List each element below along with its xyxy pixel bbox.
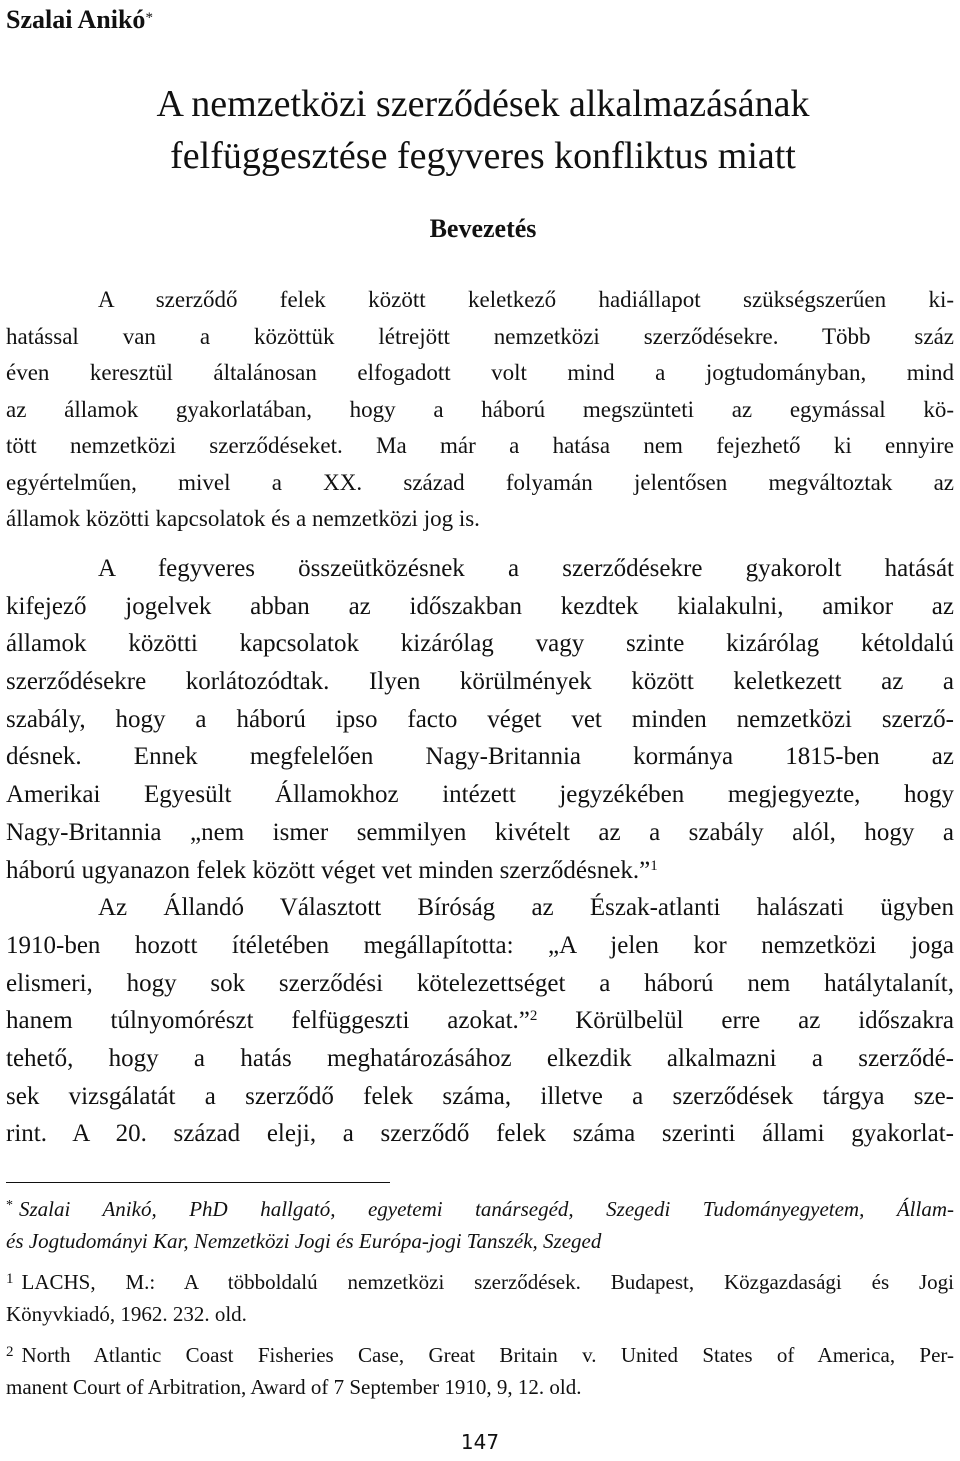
section-heading: Bevezetés [429, 214, 537, 243]
footnote-2 [6, 1339, 954, 1403]
paragraph-3-line: Az Állandó Választott Bíróság az Észak-atlanti halászati ügyben [98, 894, 954, 922]
paragraph-2-line: Nagy-Britannia „nem ismer semmilyen kivételt az a szabály alól, hogy a [6, 818, 954, 846]
paragraph-1-line: A szerződő felek között keletkező hadiállapot szükségszerűen ki- [98, 287, 954, 312]
footnote-1-mark: 1 [6, 1271, 14, 1287]
footnote-2-text-1: North Atlantic Coast Fisheries Case, Great Britain v. United States of America, Per- [21, 1343, 954, 1367]
paragraph-1-line: éven keresztül általánosan elfogadott volt mind a jogtudományban, mind [6, 360, 954, 385]
paragraph-1-line: államok közötti kapcsolatok és a nemzetközi jog is. [6, 506, 480, 531]
body-paragraphs [6, 550, 954, 1153]
article-title [6, 78, 960, 182]
article-title-line-1: A nemzetközi szerződések alkalmazásának [156, 83, 810, 125]
footnote-author-mark: * [6, 1198, 13, 1213]
paragraph-1-line: hatással van a közöttük létrejött nemzetközi szerződésekre. Több száz [6, 323, 954, 349]
footnote-2-line: manent Court of Arbitration, Award of 7 September 1910, 9, 12. old. [6, 1375, 582, 1399]
paragraph-2-line: A fegyveres összeütközésnek a szerződésekre gyakorolt hatását [98, 555, 954, 582]
paragraph-2-line: désnek. Ennek megfelelően Nagy-Britannia kormánya 1815-ben az [6, 743, 954, 771]
footnote-ref-1[interactable]: 1 [650, 857, 658, 874]
article-title-line-2: felfüggesztése fegyveres konfliktus miatt [170, 135, 796, 177]
paragraph-3-line: sek vizsgálatát a szerződő felek száma, illetve a szerződések tárgya sze- [6, 1082, 954, 1110]
author-footnote-mark: * [145, 10, 153, 26]
footnotes [6, 1193, 954, 1412]
paragraph-2-line: államok közötti kapcsolatok kizárólag vagy szinte kizárólag kétoldalú [6, 630, 954, 658]
paragraph-3-line [6, 1002, 954, 1040]
paragraph-1 [6, 282, 954, 538]
paragraph-2-line [6, 852, 954, 890]
paragraph-2-line: kifejező jogelvek abban az időszakban kezdtek kialakulni, amikor az [6, 592, 954, 620]
footnote-1-line [6, 1266, 954, 1298]
footnote-divider [6, 1182, 390, 1183]
paragraph-3-line-rest: Körülbelül erre az időszakra [537, 1007, 954, 1035]
paragraph-3-line: tehető, hogy a hatás meghatározásához elkezdik alkalmazni a szerződé- [6, 1044, 954, 1072]
footnote-2-line [6, 1339, 954, 1371]
paragraph-2-line: Amerikai Egyesült Államokhoz intézett jegyzékében megjegyezte, hogy [6, 781, 954, 809]
paragraph-3-line: rint. A 20. század eleji, a szerződő felek száma szerinti állami gyakorlat- [6, 1120, 954, 1148]
paragraph-1-line: egyértelműen, mivel a XX. század folyamán jelentősen megváltoztak az [6, 469, 954, 495]
paragraph-2-last-text: háború ugyanazon felek között véget vet minden szerződésnek.” [6, 856, 651, 884]
author-name-text: Szalai Anikó [6, 5, 146, 34]
paragraph-2-line: szerződésekre korlátozódtak. Ilyen körülmények között keletkezett az a [6, 668, 954, 696]
page-number: 147 [460, 1430, 500, 1454]
footnote-author-line [6, 1193, 954, 1225]
paragraph-3-line: elismeri, hogy sok szerződési kötelezettséget a háború nem hatálytalanít, [6, 969, 954, 997]
paragraph-3-line: 1910-ben hozott ítéletében megállapította: „A jelen kor nemzetközi joga [6, 931, 954, 959]
paragraph-1-line: az államok gyakorlatában, hogy a háború megszünteti az egymással kö- [6, 396, 954, 422]
paragraph-3-quote-end: hanem túlnyomórészt felfüggeszti azokat.” [6, 1007, 530, 1035]
footnote-1-line: Könyvkiadó, 1962. 232. old. [6, 1302, 247, 1326]
footnote-2-mark: 2 [6, 1344, 14, 1360]
footnote-author-text-1: Szalai Anikó, PhD hallgató, egyetemi tanársegéd, Szegedi Tudományegyetem, Állam- [19, 1197, 954, 1221]
footnote-author-line: és Jogtudományi Kar, Nemzetközi Jogi és Európa-jogi Tanszék, Szeged [6, 1229, 602, 1253]
footnote-1-text-1: LACHS, M.: A többoldalú nemzetközi szerződések. Budapest, Közgazdasági és Jogi [21, 1270, 954, 1294]
paragraph-2-line: szabály, hogy a háború ipso facto véget vet minden nemzetközi szerző- [6, 705, 954, 733]
footnote-author [6, 1193, 954, 1257]
footnote-ref-2[interactable]: 2 [529, 1008, 538, 1025]
author-name [6, 4, 153, 36]
footnote-1 [6, 1266, 954, 1330]
paragraph-1-line: tött nemzetközi szerződéseket. Ma már a hatása nem fejezhető ki ennyire [6, 433, 954, 458]
